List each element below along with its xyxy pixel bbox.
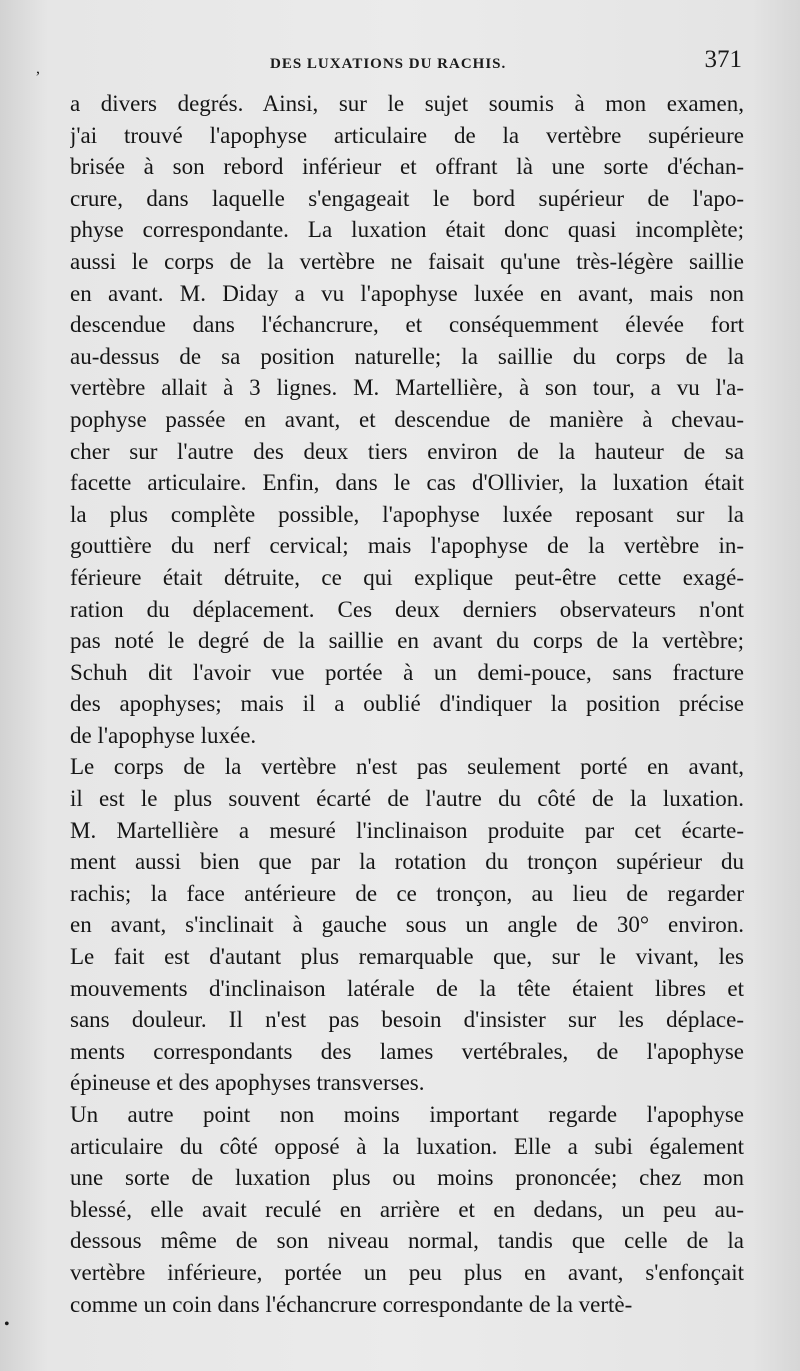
text-line: ration du déplacement. Ces deux derniers observateurs n'ont	[70, 596, 744, 622]
text-line: crure, dans laquelle s'engageait le bord supérieur de l'apo-	[70, 185, 744, 211]
paragraph	[70, 751, 744, 1099]
text-line: il est le plus souvent écarté de l'autre du côté de la luxation.	[70, 786, 744, 812]
text-line: mouvements d'inclinaison latérale de la tête étaient libres et	[70, 975, 744, 1001]
text-line: Schuh dit l'avoir vue portée à un demi-pouce, sans fracture	[70, 659, 744, 685]
text-line: au-dessus de sa position naturelle; la saillie du corps de la	[70, 343, 744, 369]
text-line: vertèbre allait à 3 lignes. M. Martellière, à son tour, a vu l'a-	[70, 375, 744, 401]
text-line: ments correspondants des lames vertébrales, de l'apophyse	[70, 1038, 744, 1064]
text-line: M. Martellière a mesuré l'inclinaison produite par cet écarte-	[70, 817, 744, 843]
text-line: dessous même de son niveau normal, tandis que celle de la	[70, 1228, 744, 1254]
body-text	[70, 88, 744, 1320]
text-line: cher sur l'autre des deux tiers environ de la hauteur de sa	[70, 438, 744, 464]
text-line: Le corps de la vertèbre n'est pas seulement porté en avant,	[70, 754, 744, 780]
text-line: descendue dans l'échancrure, et conséquemment élevée fort	[70, 312, 744, 338]
text-line: Un autre point non moins important regarde l'apophyse	[70, 1102, 744, 1127]
text-line: articulaire du côté opposé à la luxation. Elle a subi également	[70, 1133, 744, 1159]
running-head: DES LUXATIONS DU RACHIS.	[270, 56, 507, 72]
text-line: férieure était détruite, ce qui explique peut-être cette exagé-	[70, 564, 744, 590]
text-line: en avant. M. Diday a vu l'apophyse luxée en avant, mais non	[70, 280, 744, 306]
text-line: a divers degrés. Ainsi, sur le sujet soumis à mon examen,	[70, 91, 744, 116]
text-line: j'ai trouvé l'apophyse articulaire de la vertèbre supérieure	[70, 122, 744, 148]
margin-mark-top: ,	[36, 60, 40, 77]
text-line: rachis; la face antérieure de ce tronçon, au lieu de regarder	[70, 880, 744, 906]
page-header	[72, 44, 742, 80]
text-line: des apophyses; mais il a oublié d'indiquer la position précise	[70, 691, 744, 717]
text-line: gouttière du nerf cervical; mais l'apophyse de la vertèbre in-	[70, 533, 744, 559]
text-line: sans douleur. Il n'est pas besoin d'insister sur les déplace-	[70, 1007, 744, 1033]
text-line: comme un coin dans l'échancrure correspondante de la vertè-	[70, 1291, 633, 1317]
text-line: physe correspondante. La luxation était donc quasi incomplète;	[70, 217, 744, 243]
text-line: épineuse et des apophyses transverses.	[70, 1070, 425, 1096]
text-line: pophyse passée en avant, et descendue de manière à chevau-	[70, 406, 744, 432]
paragraph	[70, 1099, 744, 1320]
text-line: vertèbre inférieure, portée un peu plus en avant, s'enfonçait	[70, 1259, 744, 1285]
paragraph	[70, 88, 744, 751]
text-line: aussi le corps de la vertèbre ne faisait qu'une très-légère saillie	[70, 248, 744, 274]
text-line: la plus complète possible, l'apophyse luxée reposant sur la	[70, 501, 744, 527]
margin-mark-bottom: •	[4, 1316, 10, 1333]
text-line: blessé, elle avait reculé en arrière et en dedans, un peu au-	[70, 1196, 744, 1222]
text-line: en avant, s'inclinait à gauche sous un angle de 30° environ.	[70, 912, 744, 938]
text-line: une sorte de luxation plus ou moins prononcée; chez mon	[70, 1165, 744, 1191]
text-line: de l'apophyse luxée.	[70, 722, 257, 748]
text-line: pas noté le degré de la saillie en avant du corps de la vertèbre;	[70, 628, 744, 654]
text-line: facette articulaire. Enfin, dans le cas d'Ollivier, la luxation était	[70, 470, 744, 496]
text-line: brisée à son rebord inférieur et offrant là une sorte d'échan-	[70, 154, 744, 180]
text-line: ment aussi bien que par la rotation du tronçon supérieur du	[70, 849, 744, 875]
text-line: Le fait est d'autant plus remarquable que, sur le vivant, les	[70, 944, 744, 970]
page-number: 371	[704, 46, 742, 73]
